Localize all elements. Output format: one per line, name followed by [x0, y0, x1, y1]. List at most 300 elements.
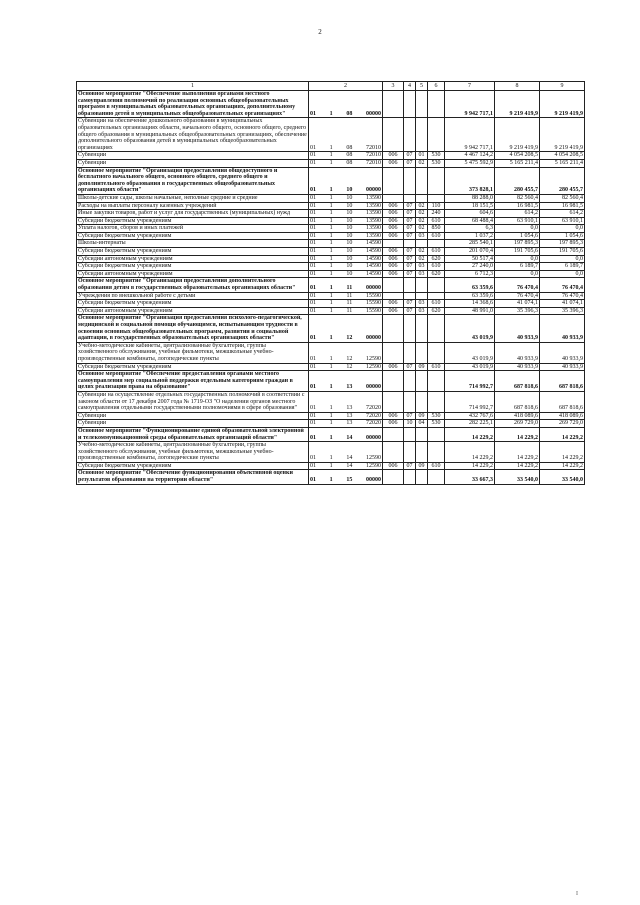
amount-col7: 604,6: [445, 210, 495, 218]
program-code-parts: [310, 152, 381, 159]
table-row: [77, 307, 585, 315]
amount-col7: 48 991,0: [445, 307, 495, 315]
program-code-part: 01: [310, 270, 316, 277]
row-name: Школы-детские сады, школы начальные, неполные средние и средние: [77, 194, 309, 202]
program-code: [309, 412, 383, 420]
amount-col7: 714 992,7: [445, 391, 495, 412]
row-name: Субвенции на обеспечение дошкольного образования в муниципальных образовательных организациях области, начального общего, основного общего, среднего общего образования в муниципальных общеобразовательных организациях, обеспечение дополнительного образования детей в муниципальных общеобразовательных организациях: [78, 118, 307, 151]
section-code: [404, 292, 416, 300]
program-code: [309, 159, 383, 167]
amount-col9: 14 229,2: [540, 462, 585, 470]
program-code-parts: [310, 435, 381, 442]
amount-col9: 4 054 208,5: [540, 152, 585, 160]
program-code-part: 72020: [365, 405, 381, 412]
dept-code: 006: [383, 363, 404, 371]
section-code: 07: [404, 225, 416, 233]
dept-code: [383, 292, 404, 300]
program-code-part: 10: [346, 263, 353, 270]
expense-type-code: [428, 427, 445, 441]
amount-col8: 0,0: [495, 270, 540, 278]
program-code: [309, 240, 383, 248]
table-row: [77, 263, 585, 271]
table-row: [77, 202, 585, 210]
program-code-parts: [310, 210, 381, 217]
amount-col8: 4 054 208,5: [495, 152, 540, 160]
row-name: Субсидии бюджетным учреждениям: [77, 217, 309, 225]
dept-code: 006: [383, 462, 404, 470]
row-name: Субвенции: [77, 159, 309, 167]
dept-code: [383, 118, 404, 152]
amount-col8: 63 910,1: [495, 217, 540, 225]
dept-code: 006: [383, 159, 404, 167]
program-code-part: 14590: [365, 248, 381, 255]
dept-code: 006: [383, 248, 404, 256]
table-row: [77, 462, 585, 470]
subsection-code: 03: [416, 263, 428, 271]
row-name: Субвенции: [77, 420, 309, 428]
table-row-main-activity: [77, 470, 585, 484]
amount-col8: 40 933,9: [495, 342, 540, 363]
table-row: [77, 240, 585, 248]
row-name: Субвенции: [77, 152, 309, 160]
subsection-code: [416, 292, 428, 300]
dept-code: [383, 371, 404, 392]
dept-code: 006: [383, 225, 404, 233]
program-code-part: 01: [310, 202, 316, 209]
program-code-part: 1: [329, 285, 333, 292]
section-code: [404, 371, 416, 392]
program-code-part: 10: [346, 248, 353, 255]
amount-col8: 40 933,9: [495, 363, 540, 371]
amount-col8: 687 818,6: [495, 371, 540, 392]
amount-col8: 280 455,7: [495, 167, 540, 194]
amount-col7: 5 475 592,9: [445, 159, 495, 167]
row-name: Субсидии бюджетным учреждениям: [77, 300, 309, 308]
program-code: [309, 232, 383, 240]
row-name: Основное мероприятие "Организация предоставления дополнительного образования детям в государственных образовательных организациях области": [77, 278, 309, 292]
section-code: 07: [404, 210, 416, 218]
program-code-part: 12590: [365, 355, 381, 362]
header-cell: 1: [77, 82, 309, 91]
amount-col8: 76 470,4: [495, 292, 540, 300]
expense-type-code: 240: [428, 210, 445, 218]
subsection-code: [416, 167, 428, 194]
table-row: [77, 159, 585, 167]
subsection-code: [416, 315, 428, 342]
header-cell: 9: [540, 82, 585, 91]
subsection-code: 01: [416, 152, 428, 160]
program-code-part: 00000: [365, 285, 381, 292]
amount-col7: 33 667,3: [445, 470, 495, 484]
subsection-code: [416, 278, 428, 292]
dept-code: 006: [383, 307, 404, 315]
amount-col7: 88 288,0: [445, 194, 495, 202]
program-code: [309, 210, 383, 218]
table-row-main-activity: [77, 167, 585, 194]
program-code: [309, 202, 383, 210]
program-code: [309, 263, 383, 271]
amount-col9: 76 470,4: [540, 278, 585, 292]
expense-type-code: [428, 315, 445, 342]
program-code-part: 01: [310, 335, 316, 342]
program-code-part: 1: [329, 270, 333, 277]
program-code: [309, 292, 383, 300]
table-row: [77, 118, 585, 152]
amount-col9: 40 933,9: [540, 342, 585, 363]
section-code: 07: [404, 202, 416, 210]
expense-type-code: [428, 240, 445, 248]
program-code-part: 10: [346, 187, 353, 194]
program-code-part: 1: [329, 335, 333, 342]
table-row: [77, 255, 585, 263]
program-code-part: 01: [310, 405, 316, 412]
program-code-part: 13: [346, 412, 353, 419]
section-code: 07: [404, 248, 416, 256]
program-code-part: 1: [329, 240, 333, 247]
program-code-part: 1: [329, 434, 333, 441]
section-code: 07: [404, 255, 416, 263]
amount-col9: 191 705,6: [540, 248, 585, 256]
header-row: [77, 82, 585, 91]
program-code-part: 08: [346, 152, 353, 159]
program-code-part: 14590: [365, 240, 381, 247]
table-row-main-activity: [77, 315, 585, 342]
section-code: 07: [404, 462, 416, 470]
program-code-part: 14590: [365, 255, 381, 262]
subsection-code: 03: [416, 270, 428, 278]
program-code-part: 12590: [365, 455, 381, 462]
expense-type-code: [428, 292, 445, 300]
subsection-code: 03: [416, 232, 428, 240]
table-row: [77, 225, 585, 233]
corner-mark: I: [576, 891, 578, 897]
program-code-part: 01: [310, 232, 316, 239]
subsection-code: 09: [416, 462, 428, 470]
amount-col8: 82 560,4: [495, 194, 540, 202]
program-code-part: 01: [310, 477, 316, 484]
amount-col9: 9 219 419,9: [540, 91, 585, 118]
expense-type-code: 610: [428, 248, 445, 256]
program-code-part: 1: [329, 263, 333, 270]
program-code-parts: [310, 248, 381, 255]
program-code: [309, 300, 383, 308]
program-code-part: 15590: [365, 292, 381, 299]
table-row: [77, 391, 585, 412]
amount-col8: 0,0: [495, 225, 540, 233]
amount-col9: 0,0: [540, 270, 585, 278]
amount-col9: 5 165 211,4: [540, 159, 585, 167]
expense-type-code: 530: [428, 159, 445, 167]
row-name: Школы-интернаты: [77, 240, 309, 248]
section-code: 07: [404, 217, 416, 225]
program-code-part: 00000: [365, 187, 381, 194]
table-row-main-activity: [77, 427, 585, 441]
program-code-part: 72020: [365, 412, 381, 419]
program-code-part: 1: [329, 210, 333, 217]
program-code-part: 1: [329, 110, 333, 117]
dept-code: [383, 240, 404, 248]
expense-type-code: 610: [428, 217, 445, 225]
amount-col8: 41 074,1: [495, 300, 540, 308]
program-code: [309, 391, 383, 412]
program-code-parts: [310, 384, 381, 391]
amount-col9: 0,0: [540, 255, 585, 263]
subsection-code: [416, 442, 428, 463]
dept-code: 006: [383, 270, 404, 278]
row-name: Основное мероприятие "Функционирование единой образовательной электронной и телекоммуникационной среды образовательных организаций области": [77, 427, 309, 441]
program-code-part: 00000: [365, 384, 381, 391]
amount-col8: 6 189,7: [495, 263, 540, 271]
program-code-part: 1: [329, 477, 333, 484]
expense-type-code: 620: [428, 270, 445, 278]
dept-code: 006: [383, 210, 404, 218]
amount-col7: 4 467 124,2: [445, 152, 495, 160]
section-code: [404, 427, 416, 441]
amount-col9: 40 933,9: [540, 363, 585, 371]
program-code-part: 10: [346, 270, 353, 277]
program-code-parts: [310, 335, 381, 342]
subsection-code: [416, 427, 428, 441]
header-cell: 8: [495, 82, 540, 91]
program-code-part: 01: [310, 412, 316, 419]
program-code-part: 1: [329, 363, 333, 370]
amount-col7: 6,3: [445, 225, 495, 233]
table-row: [77, 292, 585, 300]
expense-type-code: [428, 167, 445, 194]
program-code-part: 01: [310, 110, 316, 117]
program-code-part: 10: [346, 225, 353, 232]
amount-col7: 50 517,4: [445, 255, 495, 263]
program-code-part: 10: [346, 217, 353, 224]
row-name: Уплата налогов, сборов и иных платежей: [77, 225, 309, 233]
amount-col9: 40 933,9: [540, 315, 585, 342]
amount-col7: 201 070,4: [445, 248, 495, 256]
amount-col8: 35 396,3: [495, 307, 540, 315]
program-code-part: 14: [346, 434, 353, 441]
section-code: [404, 240, 416, 248]
row-name: Субсидии бюджетным учреждениям: [77, 248, 309, 256]
program-code-part: 10: [346, 240, 353, 247]
budget-table: [76, 81, 585, 485]
expense-type-code: [428, 442, 445, 463]
header-cell: 4: [404, 82, 416, 91]
program-code-part: 01: [310, 355, 316, 362]
expense-type-code: [428, 391, 445, 412]
amount-col8: 14 229,2: [495, 427, 540, 441]
table-row-main-activity: [77, 278, 585, 292]
program-code-part: 1: [329, 159, 333, 166]
program-code-parts: [310, 233, 381, 240]
program-code-part: 13: [346, 384, 353, 391]
amount-col7: 43 019,9: [445, 315, 495, 342]
expense-type-code: [428, 118, 445, 152]
program-code: [309, 442, 383, 463]
table-row: [77, 342, 585, 363]
section-code: 10: [404, 420, 416, 428]
program-code-part: 12: [346, 335, 353, 342]
amount-col9: 33 540,0: [540, 470, 585, 484]
program-code: [309, 315, 383, 342]
subsection-code: 03: [416, 307, 428, 315]
expense-type-code: [428, 278, 445, 292]
amount-col7: 373 828,1: [445, 167, 495, 194]
amount-col9: 269 729,0: [540, 420, 585, 428]
dept-code: 006: [383, 217, 404, 225]
program-code: [309, 470, 383, 484]
amount-col9: 35 396,3: [540, 307, 585, 315]
subsection-code: 02: [416, 159, 428, 167]
expense-type-code: 530: [428, 152, 445, 160]
program-code: [309, 420, 383, 428]
program-code-part: 72010: [365, 159, 381, 166]
program-code-part: 13: [346, 420, 353, 427]
table-row-main-activity: [77, 91, 585, 118]
program-code-part: 01: [310, 144, 316, 151]
amount-col7: 43 019,9: [445, 363, 495, 371]
amount-col8: 269 729,0: [495, 420, 540, 428]
program-code-part: 1: [329, 420, 333, 427]
amount-col8: 197 895,3: [495, 240, 540, 248]
row-name: Основное мероприятие "Обеспечение предоставления органами местного самоуправления мер социальной поддержки отдельным категориям граждан в целях реализации права на образование": [77, 371, 309, 392]
program-code-parts: [310, 285, 381, 292]
amount-col7: 63 359,6: [445, 278, 495, 292]
program-code-parts: [310, 240, 381, 247]
dept-code: [383, 391, 404, 412]
section-code: 07: [404, 307, 416, 315]
section-code: 07: [404, 232, 416, 240]
program-code: [309, 118, 383, 152]
program-code-part: 1: [329, 217, 333, 224]
program-code-part: 1: [329, 152, 333, 159]
program-code-part: 1: [329, 194, 333, 201]
amount-col9: 614,2: [540, 210, 585, 218]
program-code-part: 01: [310, 300, 316, 307]
header-cell: 2: [309, 82, 383, 91]
amount-col7: 285 540,1: [445, 240, 495, 248]
subsection-code: [416, 240, 428, 248]
amount-col8: 16 981,5: [495, 202, 540, 210]
table-row-main-activity: [77, 371, 585, 392]
program-code: [309, 278, 383, 292]
table-row: [77, 210, 585, 218]
subsection-code: [416, 342, 428, 363]
row-name: Субсидии автономным учреждениям: [77, 307, 309, 315]
subsection-code: [416, 391, 428, 412]
program-code-part: 1: [329, 292, 333, 299]
amount-col9: 687 818,6: [540, 371, 585, 392]
section-code: 07: [404, 412, 416, 420]
amount-col7: 9 942 717,1: [445, 91, 495, 118]
amount-col7: 14 368,6: [445, 300, 495, 308]
program-code-part: 01: [310, 455, 316, 462]
subsection-code: 02: [416, 255, 428, 263]
amount-col7: 432 767,6: [445, 412, 495, 420]
program-code-part: 01: [310, 187, 316, 194]
program-code-parts: [310, 225, 381, 232]
dept-code: 006: [383, 263, 404, 271]
amount-col7: 9 942 717,1: [445, 118, 495, 152]
program-code-parts: [310, 300, 381, 307]
header-cell: 7: [445, 82, 495, 91]
program-code-parts: [310, 405, 381, 412]
program-code-part: 01: [310, 384, 316, 391]
program-code-parts: [310, 293, 381, 300]
expense-type-code: 530: [428, 420, 445, 428]
expense-type-code: 610: [428, 462, 445, 470]
amount-col9: 197 895,3: [540, 240, 585, 248]
expense-type-code: 110: [428, 202, 445, 210]
program-code: [309, 462, 383, 470]
amount-col7: 18 151,5: [445, 202, 495, 210]
page-number: 2: [318, 28, 322, 36]
program-code-parts: [310, 271, 381, 278]
row-name: Основное мероприятие "Организация предоставления общедоступного и бесплатного начального общего, основного общего, среднего общего и дополнительного образования в государственных общеобразовательных организациях области": [77, 167, 309, 194]
program-code-part: 10: [346, 202, 353, 209]
subsection-code: 09: [416, 412, 428, 420]
program-code-part: 11: [346, 285, 353, 292]
program-code-part: 1: [329, 248, 333, 255]
program-code: [309, 194, 383, 202]
amount-col7: 6 712,3: [445, 270, 495, 278]
program-code: [309, 363, 383, 371]
section-code: [404, 91, 416, 118]
program-code-part: 1: [329, 405, 333, 412]
amount-col9: 82 560,4: [540, 194, 585, 202]
amount-col7: 14 229,2: [445, 427, 495, 441]
table-row: [77, 217, 585, 225]
program-code-parts: [310, 263, 381, 270]
dept-code: 006: [383, 202, 404, 210]
program-code-part: 01: [310, 420, 316, 427]
amount-col8: 1 054,6: [495, 232, 540, 240]
program-code-part: 13: [346, 405, 353, 412]
expense-type-code: 610: [428, 232, 445, 240]
table-row: [77, 232, 585, 240]
section-code: [404, 442, 416, 463]
section-code: 07: [404, 270, 416, 278]
dept-code: 006: [383, 232, 404, 240]
dept-code: [383, 470, 404, 484]
program-code-part: 01: [310, 217, 316, 224]
program-code: [309, 248, 383, 256]
dept-code: [383, 427, 404, 441]
subsection-code: 02: [416, 248, 428, 256]
table-row: [77, 248, 585, 256]
section-code: [404, 167, 416, 194]
amount-col8: 33 540,0: [495, 470, 540, 484]
expense-type-code: 610: [428, 300, 445, 308]
dept-code: [383, 315, 404, 342]
program-code-part: 1: [329, 384, 333, 391]
subsection-code: 02: [416, 225, 428, 233]
program-code-parts: [310, 160, 381, 167]
program-code: [309, 342, 383, 363]
program-code-parts: [310, 308, 381, 315]
section-code: 07: [404, 363, 416, 371]
program-code-parts: [310, 455, 381, 462]
section-code: [404, 391, 416, 412]
expense-type-code: [428, 371, 445, 392]
amount-col8: 9 219 419,9: [495, 118, 540, 152]
row-name: Субвенции: [77, 412, 309, 420]
program-code-part: 12590: [365, 462, 381, 469]
dept-code: 006: [383, 412, 404, 420]
row-name: Учреждения по внешкольной работе с детьми: [77, 292, 309, 300]
table-row: [77, 412, 585, 420]
amount-col8: 9 219 419,9: [495, 91, 540, 118]
amount-col8: 0,0: [495, 255, 540, 263]
program-code-part: 1: [329, 412, 333, 419]
